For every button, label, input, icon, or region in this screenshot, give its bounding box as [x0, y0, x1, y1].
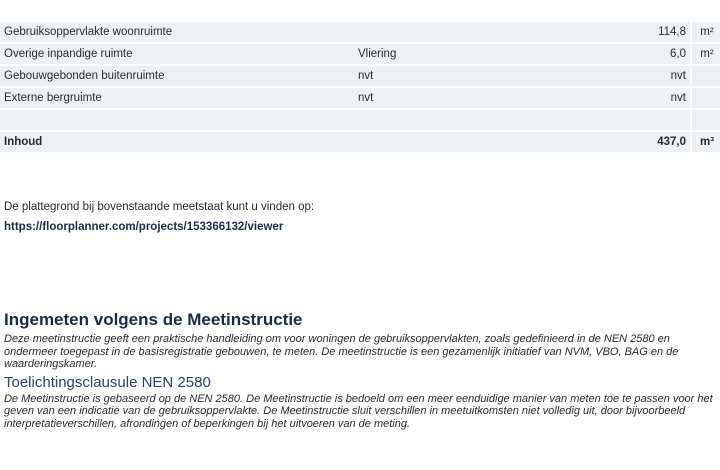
total-unit: m³	[691, 131, 720, 153]
table-row	[0, 65, 720, 87]
floorplan-note	[4, 197, 314, 237]
table-row	[0, 87, 720, 109]
row-subtype: nvt	[354, 87, 592, 109]
floorplan-link[interactable]: https://floorplanner.com/projects/153366132/viewer	[4, 221, 284, 233]
row-label: Externe bergruimte	[0, 87, 354, 109]
section-subheading: Toelichtingsclausule NEN 2580	[4, 373, 211, 391]
table-row	[0, 43, 720, 65]
row-label: Gebouwgebonden buitenruimte	[0, 65, 354, 87]
total-value: 437,0	[592, 131, 691, 153]
table-row	[0, 22, 720, 43]
row-value: 114,8	[592, 22, 691, 43]
section-paragraph-2: De Meetinstructie is gebaseerd op de NEN 2580. De Meetinstructie is bedoeld om een meer eenduidige manier van meten toe te passen voor het geven van een indicatie van de gebruiksoppervlakte. De Meetinstructie sluit verschillen in meetuitkomsten niet volledig uit, door bijvoorbeeld interpretatieverschillen, afrondingen of beperkingen bij het uitvoeren van de meting.	[4, 392, 713, 430]
row-unit: m²	[691, 43, 720, 65]
row-value: nvt	[592, 65, 691, 87]
row-label: Overige inpandige ruimte	[0, 43, 354, 65]
row-unit: m²	[691, 22, 720, 43]
floorplan-note-text: De plattegrond bij bovenstaande meetstaat kunt u vinden op:	[4, 201, 315, 213]
section-paragraph: Deze meetinstructie geeft een praktische handleiding om voor woningen de gebruiksoppervlakten, zoals gedefinieerd in de NEN 2580 en ondermeer toegepast in de basisregistratie gebouwen, te meten. De meetinstructie is een gezamenlijk initiatief van NVM, VBO, BAG en de waarderingskamer.	[4, 333, 679, 370]
row-unit	[691, 65, 720, 87]
row-label: Gebruiksoppervlakte woonruimte	[0, 22, 354, 43]
section-heading: Ingemeten volgens de Meetinstructie	[4, 310, 303, 329]
row-value: nvt	[592, 87, 691, 109]
total-label: Inhoud	[0, 131, 354, 153]
total-row	[0, 131, 720, 153]
meetinstructie-section	[4, 309, 716, 430]
row-subtype: Vliering	[354, 43, 592, 65]
row-value: 6,0	[592, 43, 691, 65]
row-unit	[691, 87, 720, 109]
row-subtype	[354, 22, 592, 43]
measurement-table	[0, 22, 720, 154]
table-spacer-row	[0, 109, 720, 131]
row-subtype: nvt	[354, 65, 592, 87]
